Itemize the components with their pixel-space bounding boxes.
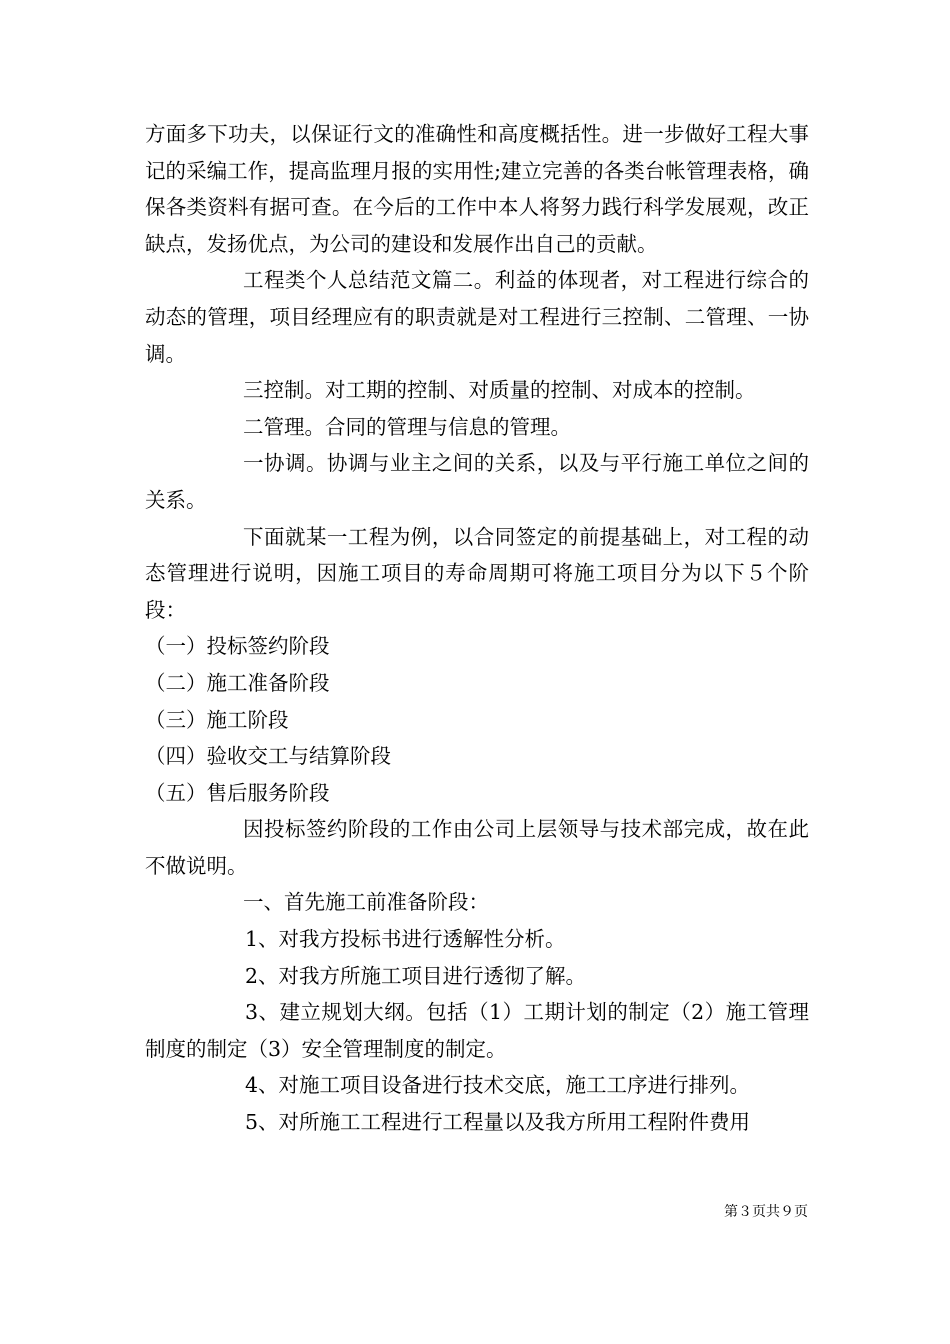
list-item-stage-4: （四）验收交工与结算阶段 (145, 744, 391, 769)
step-item-5: 5、对所施工工程进行工程量以及我方所用工程附件费用 (245, 1110, 751, 1135)
list-item-stage-5: （五）售后服务阶段 (145, 780, 330, 805)
paragraph-intro: 工程类个人总结范文篇二。利益的体现者，对工程进行综合的动态的管理，项目经理应有的职责就是对工程进行三控制、二管理、一协调。 (145, 268, 809, 366)
paragraph-one-coordination: 一协调。协调与业主之间的关系，以及与平行施工单位之间的关系。 (145, 451, 809, 512)
step-item-1: 1、对我方投标书进行透解性分析。 (245, 927, 566, 952)
section-heading-preparation: 一、首先施工前准备阶段： (243, 890, 489, 915)
step-item-4: 4、对施工项目设备进行技术交底，施工工序进行排列。 (245, 1073, 751, 1098)
list-item-stage-1: （一）投标签约阶段 (145, 634, 330, 659)
page-number-footer: 第３页共９页 (724, 1204, 808, 1220)
list-item-stage-2: （二）施工准备阶段 (145, 670, 330, 695)
step-item-3: 3、建立规划大纲。包括（1）工期计划的制定（2）施工管理制度的制定（3）安全管理制度的制定。 (145, 1000, 809, 1061)
step-item-2: 2、对我方所施工项目进行透彻了解。 (245, 963, 587, 988)
paragraph-three-controls: 三控制。对工期的控制、对质量的控制、对成本的控制。 (243, 378, 756, 403)
paragraph-example: 下面就某一工程为例，以合同签定的前提基础上，对工程的动态管理进行说明，因施工项目的寿命周期可将施工项目分为以下５个阶段： (145, 524, 809, 622)
paragraph-two-management: 二管理。合同的管理与信息的管理。 (243, 414, 571, 439)
paragraph-bidding-note: 因投标签约阶段的工作由公司上层领导与技术部完成，故在此不做说明。 (145, 817, 809, 878)
paragraph-continuation: 方面多下功夫，以保证行文的准确性和高度概括性。进一步做好工程大事记的采编工作，提高监理月报的实用性;建立完善的各类台帐管理表格，确保各类资料有据可查。在今后的工作中本人将努力践行科学发展观，改正缺点，发扬优点，为公司的建设和发展作出自己的贡献。 (145, 122, 809, 256)
list-item-stage-3: （三）施工阶段 (145, 707, 289, 732)
document-body (145, 116, 809, 1141)
